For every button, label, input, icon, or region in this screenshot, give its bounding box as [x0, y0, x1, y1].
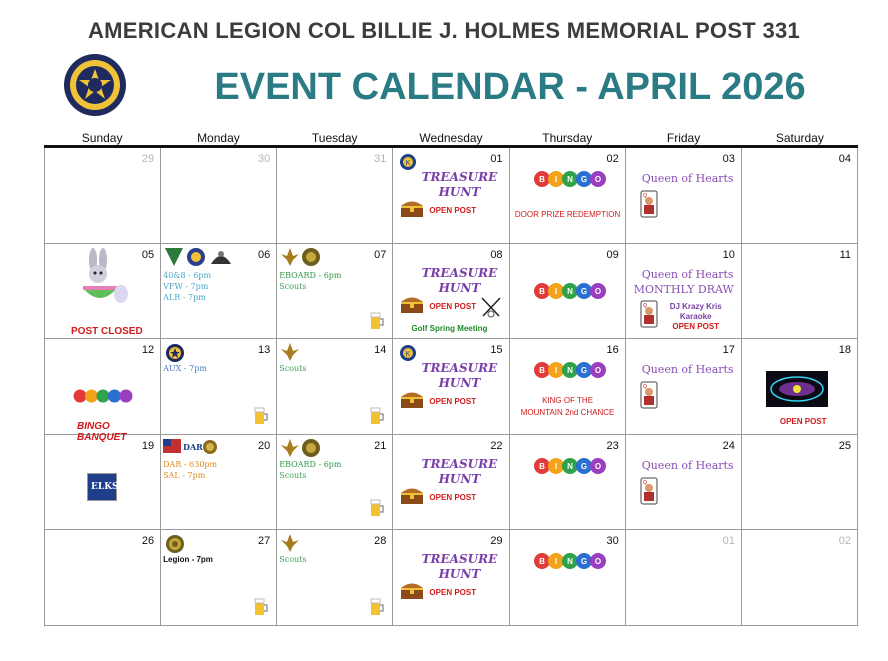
monthly-draw-label: MONTHLY DRAW [633, 282, 734, 296]
svg-text:O: O [594, 175, 601, 184]
svg-text:O: O [594, 461, 601, 471]
day-number: 09 [606, 248, 619, 261]
day-cell-apr-18 [742, 339, 858, 435]
easter-bunny-icon [69, 248, 131, 310]
open-post-label: OPEN POST [429, 301, 477, 311]
scouts-label: Scouts [279, 364, 307, 374]
aux-meeting-label: AUX - 7pm [163, 364, 207, 374]
queen-card-icon [640, 477, 658, 505]
elks-logo-text: ELKS [91, 481, 119, 492]
week-row [44, 339, 858, 444]
day-cell-apr-03 [626, 148, 742, 244]
beer-mug-icon [370, 598, 384, 616]
treasure-hunt-label [411, 552, 507, 582]
day-cell-apr-26 [44, 530, 161, 626]
treasure-hunt-line1: TREASURE [421, 552, 498, 567]
day-number: 29 [141, 153, 155, 165]
weekday-friday: Friday [666, 131, 701, 145]
scouts-emblems-icon [279, 246, 323, 268]
door-prize-label: DOOR PRIZE REDEMPTION [514, 210, 621, 219]
bingo-balls-icon [534, 168, 606, 190]
svg-text:DAR: DAR [183, 441, 203, 452]
day-number: 14 [374, 344, 387, 357]
day-cell-apr-10 [626, 244, 742, 340]
treasure-hunt-line2: HUNT [438, 471, 481, 486]
queen-of-hearts-label: Queen of Hearts [641, 267, 734, 281]
fleur-de-lis-icon [279, 532, 301, 554]
day-cell-apr-01 [393, 148, 509, 244]
svg-text:G: G [580, 286, 587, 296]
king-of-the-mountain-label [510, 395, 626, 419]
day-number: 23 [606, 439, 619, 452]
weekday-sunday: Sunday [81, 131, 123, 145]
treasure-hunt-label [411, 361, 507, 391]
open-post-label: OPEN POST [672, 321, 720, 331]
day-cell-apr-28 [277, 530, 393, 626]
kiwanis-logo-icon [399, 153, 417, 171]
treasure-hunt-line1: TREASURE [421, 456, 498, 471]
day-number: 17 [722, 344, 735, 357]
calendar-grid [44, 145, 858, 626]
open-post-label: OPEN POST [429, 492, 477, 502]
elks-logo-icon [87, 473, 117, 501]
treasure-hunt-line2: HUNT [438, 280, 481, 295]
beer-mug-icon [254, 407, 268, 425]
treasure-hunt-label [411, 170, 507, 200]
day-number: 06 [258, 248, 271, 261]
day-number: 12 [141, 344, 155, 357]
day-number: 26 [141, 535, 155, 548]
weekday-header-row [44, 131, 858, 145]
day-number: 20 [258, 439, 271, 452]
day-cell-apr-22 [393, 435, 509, 531]
legion-meeting-label: Legion - 7pm [163, 555, 213, 565]
beer-mug-icon [370, 312, 384, 330]
bingo-balls-icon [534, 359, 606, 381]
day-cell-apr-17 [626, 339, 742, 435]
post-closed-label: POST CLOSED [71, 325, 143, 337]
day-number: 11 [839, 248, 851, 261]
treasure-hunt-line2: HUNT [438, 567, 481, 582]
fleur-de-lis-icon [279, 341, 301, 363]
king-mountain-line2: MOUNTAIN 2nd CHANCE [520, 408, 615, 418]
day-cell-may-01 [626, 530, 742, 626]
org-emblems-icon [163, 246, 235, 268]
svg-text:O: O [594, 286, 601, 296]
treasure-hunt-line2: HUNT [438, 185, 481, 199]
scouts-label: Scouts [279, 555, 307, 565]
svg-text:G: G [580, 461, 587, 471]
day-number: 28 [374, 535, 387, 548]
day-number: 18 [838, 344, 851, 357]
day-number: 19 [141, 439, 155, 452]
svg-text:K: K [406, 351, 411, 359]
sal-meeting-label: SAL - 7pm [163, 470, 206, 480]
svg-text:G: G [580, 366, 587, 376]
week-row [44, 435, 858, 531]
svg-text:I: I [554, 366, 557, 376]
day-cell-apr-20 [161, 435, 277, 531]
day-cell-apr-08 [393, 244, 509, 340]
queen-card-icon [640, 190, 658, 218]
svg-text:B: B [538, 366, 545, 376]
treasure-hunt-line1: TREASURE [421, 265, 498, 280]
day-number: 31 [374, 153, 387, 165]
day-number: 21 [374, 439, 387, 452]
meeting-alr: ALR - 7pm [163, 292, 206, 302]
scouts-label: Scouts [279, 281, 307, 291]
day-cell-apr-07 [277, 244, 393, 340]
queen-of-hearts-label: Queen of Hearts [641, 363, 734, 377]
day-number: 01 [490, 153, 503, 165]
auxiliary-emblem-icon [165, 343, 185, 363]
bingo-banquet-label: BINGO BANQUET [77, 421, 127, 444]
day-number: 05 [141, 248, 155, 261]
day-cell-may-02 [742, 530, 858, 626]
scouts-emblems-icon [279, 437, 323, 459]
treasure-chest-icon [399, 389, 425, 409]
day-number: 03 [722, 153, 735, 165]
eboard-label: EBOARD - 6pm [279, 270, 342, 280]
open-post-label: OPEN POST [429, 588, 477, 598]
day-number: 16 [606, 344, 619, 357]
weekday-thursday: Thursday [542, 131, 593, 145]
day-number: 30 [258, 153, 271, 165]
dj-karaoke [660, 302, 732, 332]
queen-card-icon [640, 300, 658, 328]
treasure-chest-icon [399, 580, 425, 600]
day-number: 22 [490, 439, 503, 452]
day-number: 02 [606, 153, 619, 165]
day-cell-apr-23 [510, 435, 626, 531]
dar-sal-emblems-icon [163, 437, 219, 457]
day-number: 08 [490, 248, 503, 261]
day-number: 04 [838, 153, 851, 165]
eboard-label: EBOARD - 6pm [279, 459, 342, 469]
day-cell-apr-05 [44, 244, 161, 340]
day-cell-apr-16 [510, 339, 626, 435]
golf-clubs-icon [479, 296, 503, 318]
day-cell-apr-11 [742, 244, 858, 340]
svg-text:I: I [554, 461, 557, 471]
day-number: 07 [374, 248, 387, 261]
day-cell-mar-30 [161, 148, 277, 244]
svg-text:N: N [566, 461, 573, 471]
weekday-saturday: Saturday [775, 131, 824, 145]
queen-of-hearts-label: Queen of Hearts [641, 172, 734, 185]
day-cell-apr-25 [742, 435, 858, 531]
day-number: 02 [838, 535, 851, 548]
dj-name: DJ Krazy Kris [669, 301, 722, 311]
weekday-monday: Monday [197, 131, 240, 145]
day-cell-apr-24 [626, 435, 742, 531]
day-cell-apr-06 [161, 244, 277, 340]
bingo-balls-icon [534, 280, 606, 302]
day-number: 27 [258, 535, 271, 548]
svg-text:K: K [406, 160, 411, 167]
treasure-hunt-label [411, 266, 507, 296]
treasure-chest-icon [399, 485, 425, 505]
day-number: 01 [722, 535, 735, 548]
svg-text:Q: Q [642, 479, 647, 486]
svg-text:B: B [538, 175, 545, 184]
meeting-40-8: 40&8 - 6pm [163, 270, 212, 280]
week-row [44, 244, 858, 340]
weekday-tuesday: Tuesday [311, 131, 358, 145]
svg-text:N: N [566, 286, 573, 296]
meeting-vfw: VFW - 7pm [163, 281, 209, 291]
svg-text:Q: Q [642, 302, 647, 309]
bingo-balls-icon [73, 387, 133, 405]
golf-spring-meeting-label: Golf Spring Meeting [411, 323, 488, 333]
karaoke-label: Karaoke [679, 311, 712, 321]
queen-card-icon [640, 381, 658, 409]
karaoke-night-graphic-icon [766, 371, 828, 407]
beer-mug-icon [370, 407, 384, 425]
calendar-title: EVENT CALENDAR - APRIL 2026 [214, 66, 806, 108]
treasure-hunt-line1: TREASURE [421, 170, 498, 184]
week-row [44, 148, 858, 244]
day-cell-apr-29 [393, 530, 509, 626]
treasure-hunt-line1: TREASURE [421, 361, 498, 376]
american-legion-emblem-icon [54, 52, 136, 118]
svg-text:B: B [538, 286, 545, 296]
day-number: 30 [606, 535, 619, 548]
svg-text:I: I [554, 557, 557, 567]
legion-emblem-icon [165, 534, 185, 554]
day-number: 24 [722, 439, 735, 452]
treasure-chest-icon [399, 198, 425, 218]
day-number: 29 [490, 535, 503, 548]
day-cell-apr-12 [44, 339, 161, 444]
day-cell-apr-09 [510, 244, 626, 340]
open-post-label: OPEN POST [429, 206, 477, 215]
treasure-hunt-label [411, 457, 507, 487]
day-number: 10 [722, 248, 735, 261]
open-post-label: OPEN POST [779, 417, 827, 427]
scouts-label: Scouts [279, 470, 307, 480]
bingo-balls-icon [534, 550, 606, 572]
svg-text:N: N [566, 366, 573, 376]
day-cell-apr-13 [161, 339, 277, 435]
organization-title: AMERICAN LEGION COL BILLIE J. HOLMES MEMORIAL POST 331 [87, 18, 801, 43]
day-cell-apr-14 [277, 339, 393, 435]
week-row [44, 530, 858, 626]
svg-text:O: O [594, 366, 601, 376]
bingo-balls-icon [534, 455, 606, 477]
queen-of-hearts-label: Queen of Hearts [641, 458, 734, 472]
beer-mug-icon [370, 499, 384, 517]
svg-text:B: B [538, 557, 545, 567]
kiwanis-logo-icon [399, 344, 417, 362]
dar-meeting-label: DAR - 630pm [163, 459, 218, 469]
day-cell-apr-19 [44, 435, 161, 531]
king-mountain-line1: KING OF THE [542, 396, 594, 406]
treasure-chest-icon [399, 294, 425, 314]
day-number: 15 [490, 344, 503, 357]
day-number: 13 [258, 344, 271, 357]
beer-mug-icon [254, 598, 268, 616]
day-cell-apr-15 [393, 339, 509, 435]
monday-meetings [163, 270, 211, 303]
weekday-wednesday: Wednesday [419, 131, 483, 145]
treasure-hunt-line2: HUNT [438, 376, 481, 391]
day-number: 25 [838, 439, 851, 452]
day-cell-apr-04 [742, 148, 858, 244]
svg-text:I: I [554, 175, 557, 184]
svg-text:N: N [566, 557, 573, 567]
open-post-label: OPEN POST [429, 397, 477, 407]
day-cell-mar-29 [44, 148, 161, 244]
svg-text:G: G [580, 175, 587, 184]
day-cell-apr-02 [510, 148, 626, 244]
svg-text:N: N [566, 175, 573, 184]
day-cell-apr-21 [277, 435, 393, 531]
svg-text:Q: Q [642, 384, 647, 391]
svg-text:Q: Q [642, 193, 647, 199]
day-cell-apr-27 [161, 530, 277, 626]
svg-text:B: B [538, 461, 545, 471]
day-cell-mar-31 [277, 148, 393, 244]
day-cell-apr-30 [510, 530, 626, 626]
svg-text:O: O [594, 557, 601, 567]
svg-text:G: G [580, 557, 587, 567]
svg-text:I: I [554, 286, 557, 296]
